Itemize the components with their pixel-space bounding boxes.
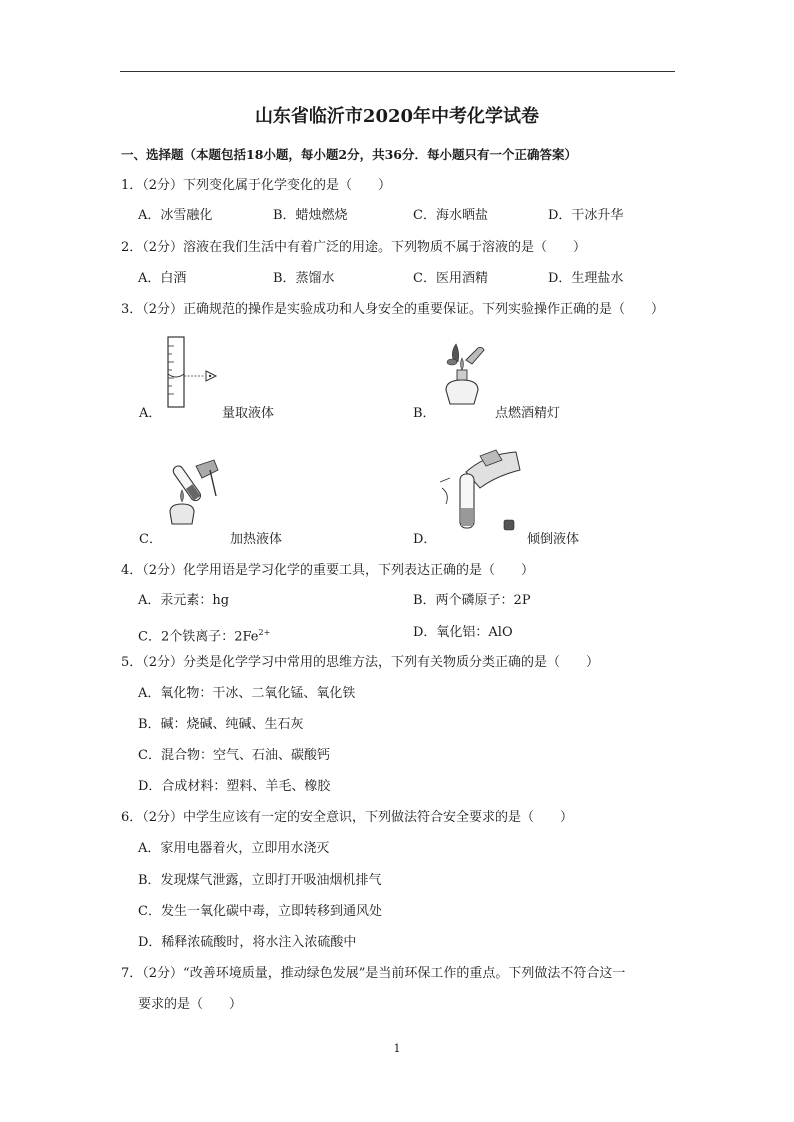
question-6-option-b: B．发现煤气泄露，立即打开吸油烟机排气 — [138, 873, 382, 888]
question-3-option-c-caption: 加热液体 — [230, 532, 283, 547]
question-5-option-d: D．合成材料：塑料、羊毛、橡胶 — [138, 779, 331, 794]
pouring-liquid-figure — [436, 448, 526, 532]
question-5-option-a: A．氧化物：干冰、二氧化锰、氧化铁 — [138, 686, 356, 701]
question-1-option-b: B．蜡烛燃烧 — [273, 208, 348, 223]
section-heading: 一、选择题（本题包括18小题，每小题2分，共36分．每小题只有一个正确答案） — [121, 147, 577, 162]
question-6-option-c: C．发生一氧化碳中毒，立即转移到通风处 — [138, 904, 382, 919]
question-3-option-c-letter: C． — [139, 532, 162, 547]
question-3-stem: 3．（2分）正确规范的操作是实验成功和人身安全的重要保证。下列实验操作正确的是（ ） — [121, 302, 665, 317]
question-4-option-c — [138, 624, 270, 646]
header-rule — [120, 71, 675, 72]
question-3-option-a-caption: 量取液体 — [222, 406, 275, 421]
question-3-option-d-caption: 倾倒液体 — [527, 532, 580, 547]
question-4-stem: 4．（2分）化学用语是学习化学的重要工具，下列表达正确的是（ ） — [121, 563, 535, 578]
question-3-option-d-letter: D． — [413, 532, 437, 547]
question-5-option-b: B．碱：烧碱、纯碱、生石灰 — [138, 717, 304, 732]
question-5-option-c: C．混合物：空气、石油、碳酸钙 — [138, 748, 330, 763]
question-4-option-c-text: C．2个铁离子：2Fe — [138, 629, 259, 645]
page-number: 1 — [393, 1042, 401, 1055]
question-6-stem: 6．（2分）中学生应该有一定的安全意识，下列做法符合安全要求的是（ ） — [121, 810, 574, 825]
question-4-option-a: A．汞元素：hg — [138, 593, 230, 608]
question-4-option-d: D．氧化铝：AlO — [413, 625, 513, 640]
question-6-option-d: D．稀释浓硫酸时，将水注入浓硫酸中 — [138, 935, 357, 950]
question-1-option-d: D．干冰升华 — [548, 208, 624, 223]
question-3-option-b-letter: B． — [413, 406, 436, 421]
question-2-option-b: B．蒸馏水 — [273, 271, 335, 286]
question-3-option-a-letter: A． — [139, 406, 162, 421]
question-1-option-a: A．冰雪融化 — [138, 208, 213, 223]
question-2-option-c: C．医用酒精 — [413, 271, 488, 286]
question-6-option-a: A．家用电器着火，立即用水浇灭 — [138, 841, 330, 856]
question-4-option-b: B．两个磷原子：2P — [413, 593, 531, 608]
question-2-option-d: D．生理盐水 — [548, 271, 624, 286]
question-2-option-a: A．白酒 — [138, 271, 187, 286]
alcohol-lamp-figure — [432, 340, 492, 406]
graduated-cylinder-figure — [160, 334, 222, 409]
question-1-stem: 1．（2分）下列变化属于化学变化的是（ ） — [121, 178, 392, 193]
question-5-stem: 5．（2分）分类是化学学习中常用的思维方法，下列有关物质分类正确的是（ ） — [121, 655, 600, 670]
heating-liquid-figure — [160, 456, 226, 526]
question-3-option-b-caption: 点燃酒精灯 — [495, 406, 561, 421]
charge-superscript: 2+ — [258, 628, 271, 637]
question-7-stem-line-1: 7．（2分）“改善环境质量，推动绿色发展”是当前环保工作的重点。下列做法不符合这一 — [121, 966, 626, 981]
question-7-stem-line-2: 要求的是（ ） — [138, 997, 243, 1012]
page-title: 山东省临沂市2020年中考化学试卷 — [254, 106, 540, 127]
question-2-stem: 2．（2分）溶液在我们生活中有着广泛的用途。下列物质不属于溶液的是（ ） — [121, 240, 587, 255]
question-1-option-c: C．海水晒盐 — [413, 208, 488, 223]
